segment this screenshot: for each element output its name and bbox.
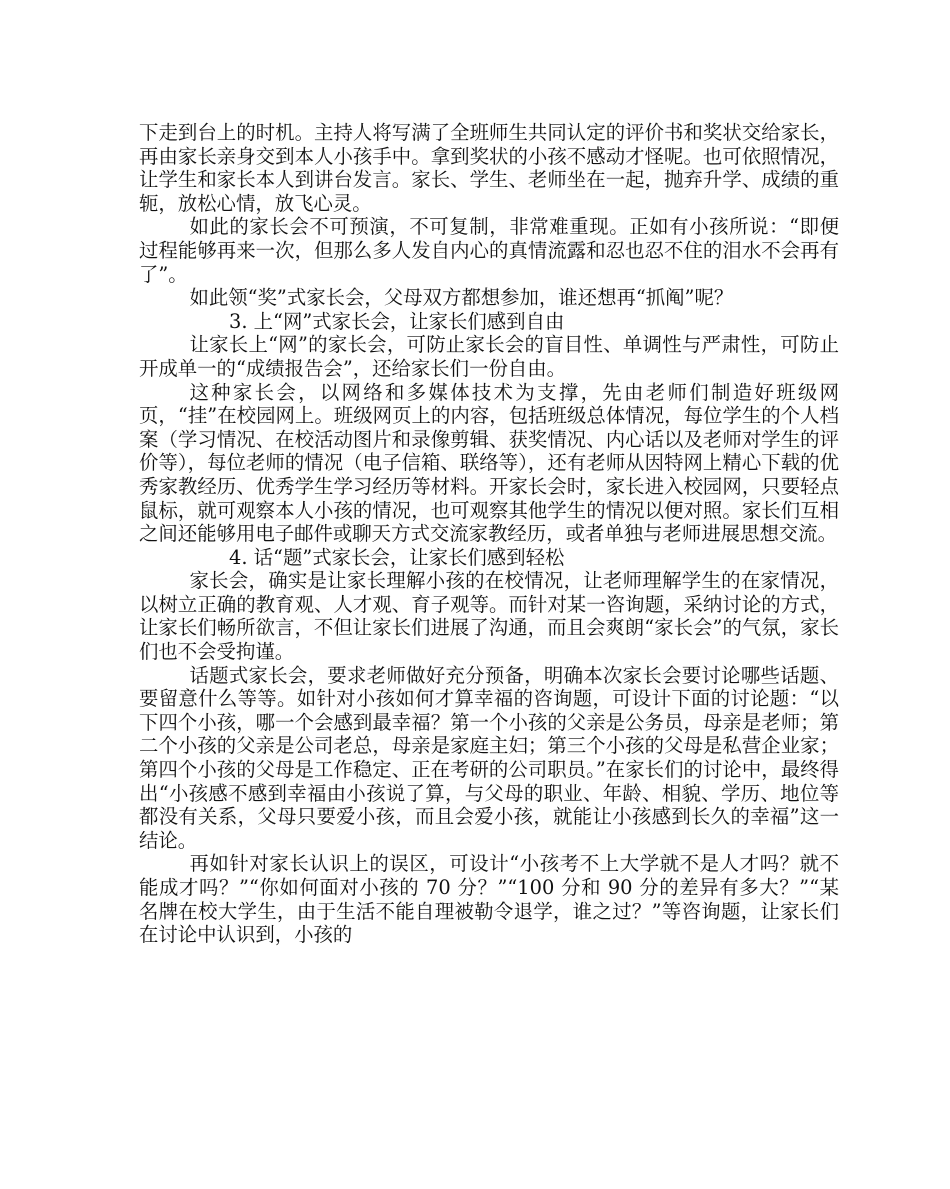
paragraph-3: 如此领“奖”式家长会，父母双方都想参加，谁还想再“抓阄”呢？ xyxy=(189,286,734,310)
paragraph-8: 再如针对家长认识上的误区，可设计“小孩考不上大学就不是人才吗？就不能成才吗？”“你如何面对小孩的 70 分？”“100 分和 90 分的差异有多大？”“某名牌在校大学生，由于生活不能自理被勒令退学，谁之过？”等咨询题，让家长们在讨论中认识到，小孩的 xyxy=(139,852,839,947)
paragraph-5: 这种家长会，以网络和多媒体技术为支撑，先由老师们制造好班级网页，“挂”在校园网上。班级网页上的内容，包括班级总体情况，每位学生的个人档案（学习情况、在校活动图片和录像剪辑、获奖情况、内心话以及老师对学生的评价等），每位老师的情况（电子信箱、联络等），还有老师从因特网上精心下载的优秀家教经历、优秀学生学习经历等材料。开家长会时，家长进入校园网，只要轻点鼠标，就可观察本人小孩的情况，也可观察其他学生的情况以便对照。家长们互相之间还能够用电子邮件或聊天方式交流家教经历，或者单独与老师进展思想交流。 xyxy=(139,380,839,546)
section-heading-3: 3. 上“网”式家长会，让家长们感到自由 xyxy=(229,309,565,333)
section-heading-4: 4. 话“题”式家长会，让家长们感到轻松 xyxy=(229,545,565,569)
document-body xyxy=(139,121,839,947)
paragraph-4: 让家长上“网”的家长会，可防止家长会的盲目性、单调性与严肃性，可防止开成单一的“成绩报告会”，还给家长们一份自由。 xyxy=(139,333,839,380)
paragraph-7: 话题式家长会，要求老师做好充分预备，明确本次家长会要讨论哪些话题、要留意什么等等。如针对小孩如何才算幸福的咨询题，可设计下面的讨论题：“以下四个小孩，哪一个会感到最幸福？第一个小孩的父亲是公务员，母亲是老师；第二个小孩的父亲是公司老总，母亲是家庭主妇；第三个小孩的父母是私营企业家；第四个小孩的父母是工作稳定、正在考研的公司职员。”在家长们的讨论中，最终得出“小孩感不感到幸福由小孩说了算，与父母的职业、年龄、相貌、学历、地位等都没有关系，父母只要爱小孩，而且会爱小孩，就能让小孩感到长久的幸福”这一结论。 xyxy=(139,663,839,852)
paragraph-1: 下走到台上的时机。主持人将写满了全班师生共同认定的评价书和奖状交给家长，再由家长亲身交到本人小孩手中。拿到奖状的小孩不感动才怪呢。也可依照情况，让学生和家长本人到讲台发言。家长、学生、老师坐在一起，抛弃升学、成绩的重轭，放松心情，放飞心灵。 xyxy=(139,121,839,215)
paragraph-2: 如此的家长会不可预演，不可复制，非常难重现。正如有小孩所说：“即便过程能够再来一次，但那么多人发自内心的真情流露和忍也忍不住的泪水不会再有了”。 xyxy=(139,215,839,286)
paragraph-6: 家长会，确实是让家长理解小孩的在校情况，让老师理解学生的在家情况，以树立正确的教育观、人才观、育子观等。而针对某一咨询题，采纳讨论的方式，让家长们畅所欲言，不但让家长们进展了沟通，而且会爽朗“家长会”的气氛，家长们也不会受拘谨。 xyxy=(139,569,839,664)
